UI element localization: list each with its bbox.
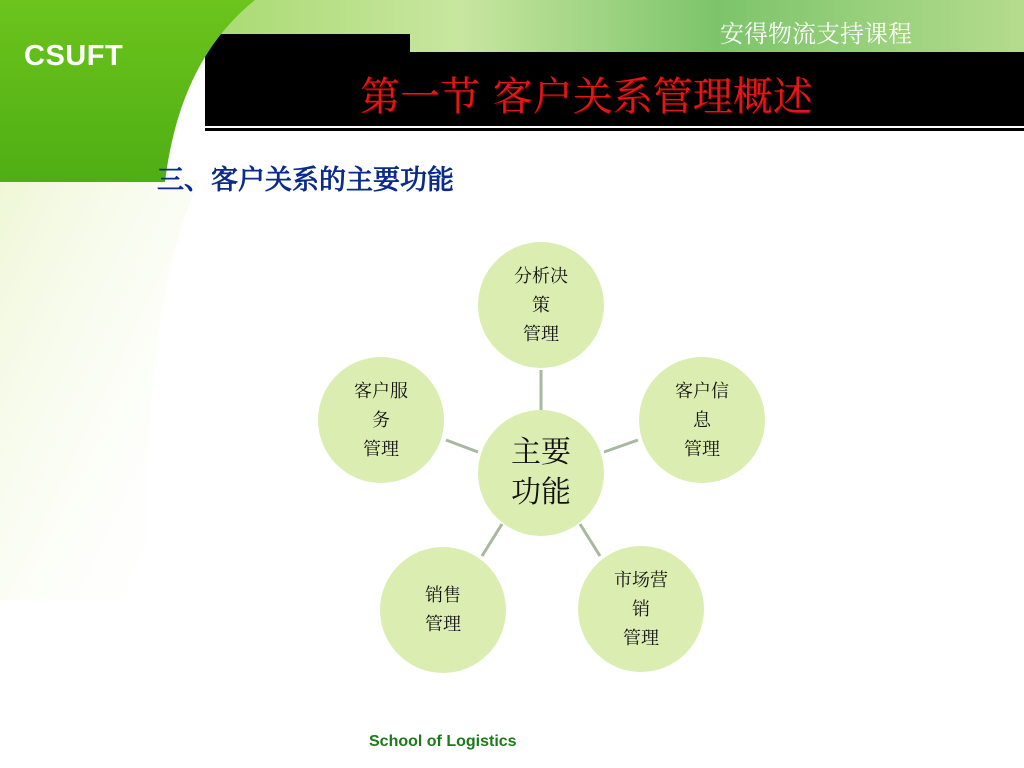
connector-bottom-right [580, 524, 600, 556]
center-node-line-2: 功能 [511, 475, 571, 510]
connector-left [446, 440, 478, 452]
left-fade-area [0, 180, 200, 600]
footer-school-name: School of Logistics [369, 733, 517, 750]
node-analysis-decision [478, 242, 604, 368]
node-label-line: 管理 [684, 438, 720, 460]
title-bar-tab [205, 34, 410, 54]
node-customer-info [639, 357, 765, 483]
node-label-line: 销售 [425, 585, 461, 606]
node-label-line: 息 [693, 409, 711, 431]
slide-title: 第一节 客户关系管理概述 [360, 74, 813, 120]
brand-logo-text: CSUFT [24, 40, 124, 72]
title-underline [205, 128, 1024, 131]
node-label-line: 管理 [363, 438, 399, 460]
section-heading: 三、客户关系的主要功能 [157, 165, 454, 196]
course-name: 安得物流支持课程 [720, 20, 912, 48]
node-marketing [578, 546, 704, 672]
node-label-line: 市场营 [614, 569, 668, 591]
node-sales [380, 547, 506, 673]
node-label-line: 客户服 [354, 380, 408, 402]
node-label-line: 分析决 [514, 265, 568, 287]
center-node [478, 410, 604, 536]
node-customer-service [318, 357, 444, 483]
node-label-line: 销 [632, 598, 650, 620]
node-label-line: 策 [532, 294, 550, 316]
connector-bottom-left [482, 524, 502, 556]
node-label-line: 管理 [425, 614, 461, 635]
center-node-line-1: 主要 [511, 435, 571, 470]
node-label-line: 管理 [623, 627, 659, 649]
node-label-line: 客户信 [675, 380, 729, 402]
node-label-line: 管理 [523, 323, 559, 345]
connector-right [604, 440, 638, 452]
node-label-line: 务 [372, 409, 390, 431]
